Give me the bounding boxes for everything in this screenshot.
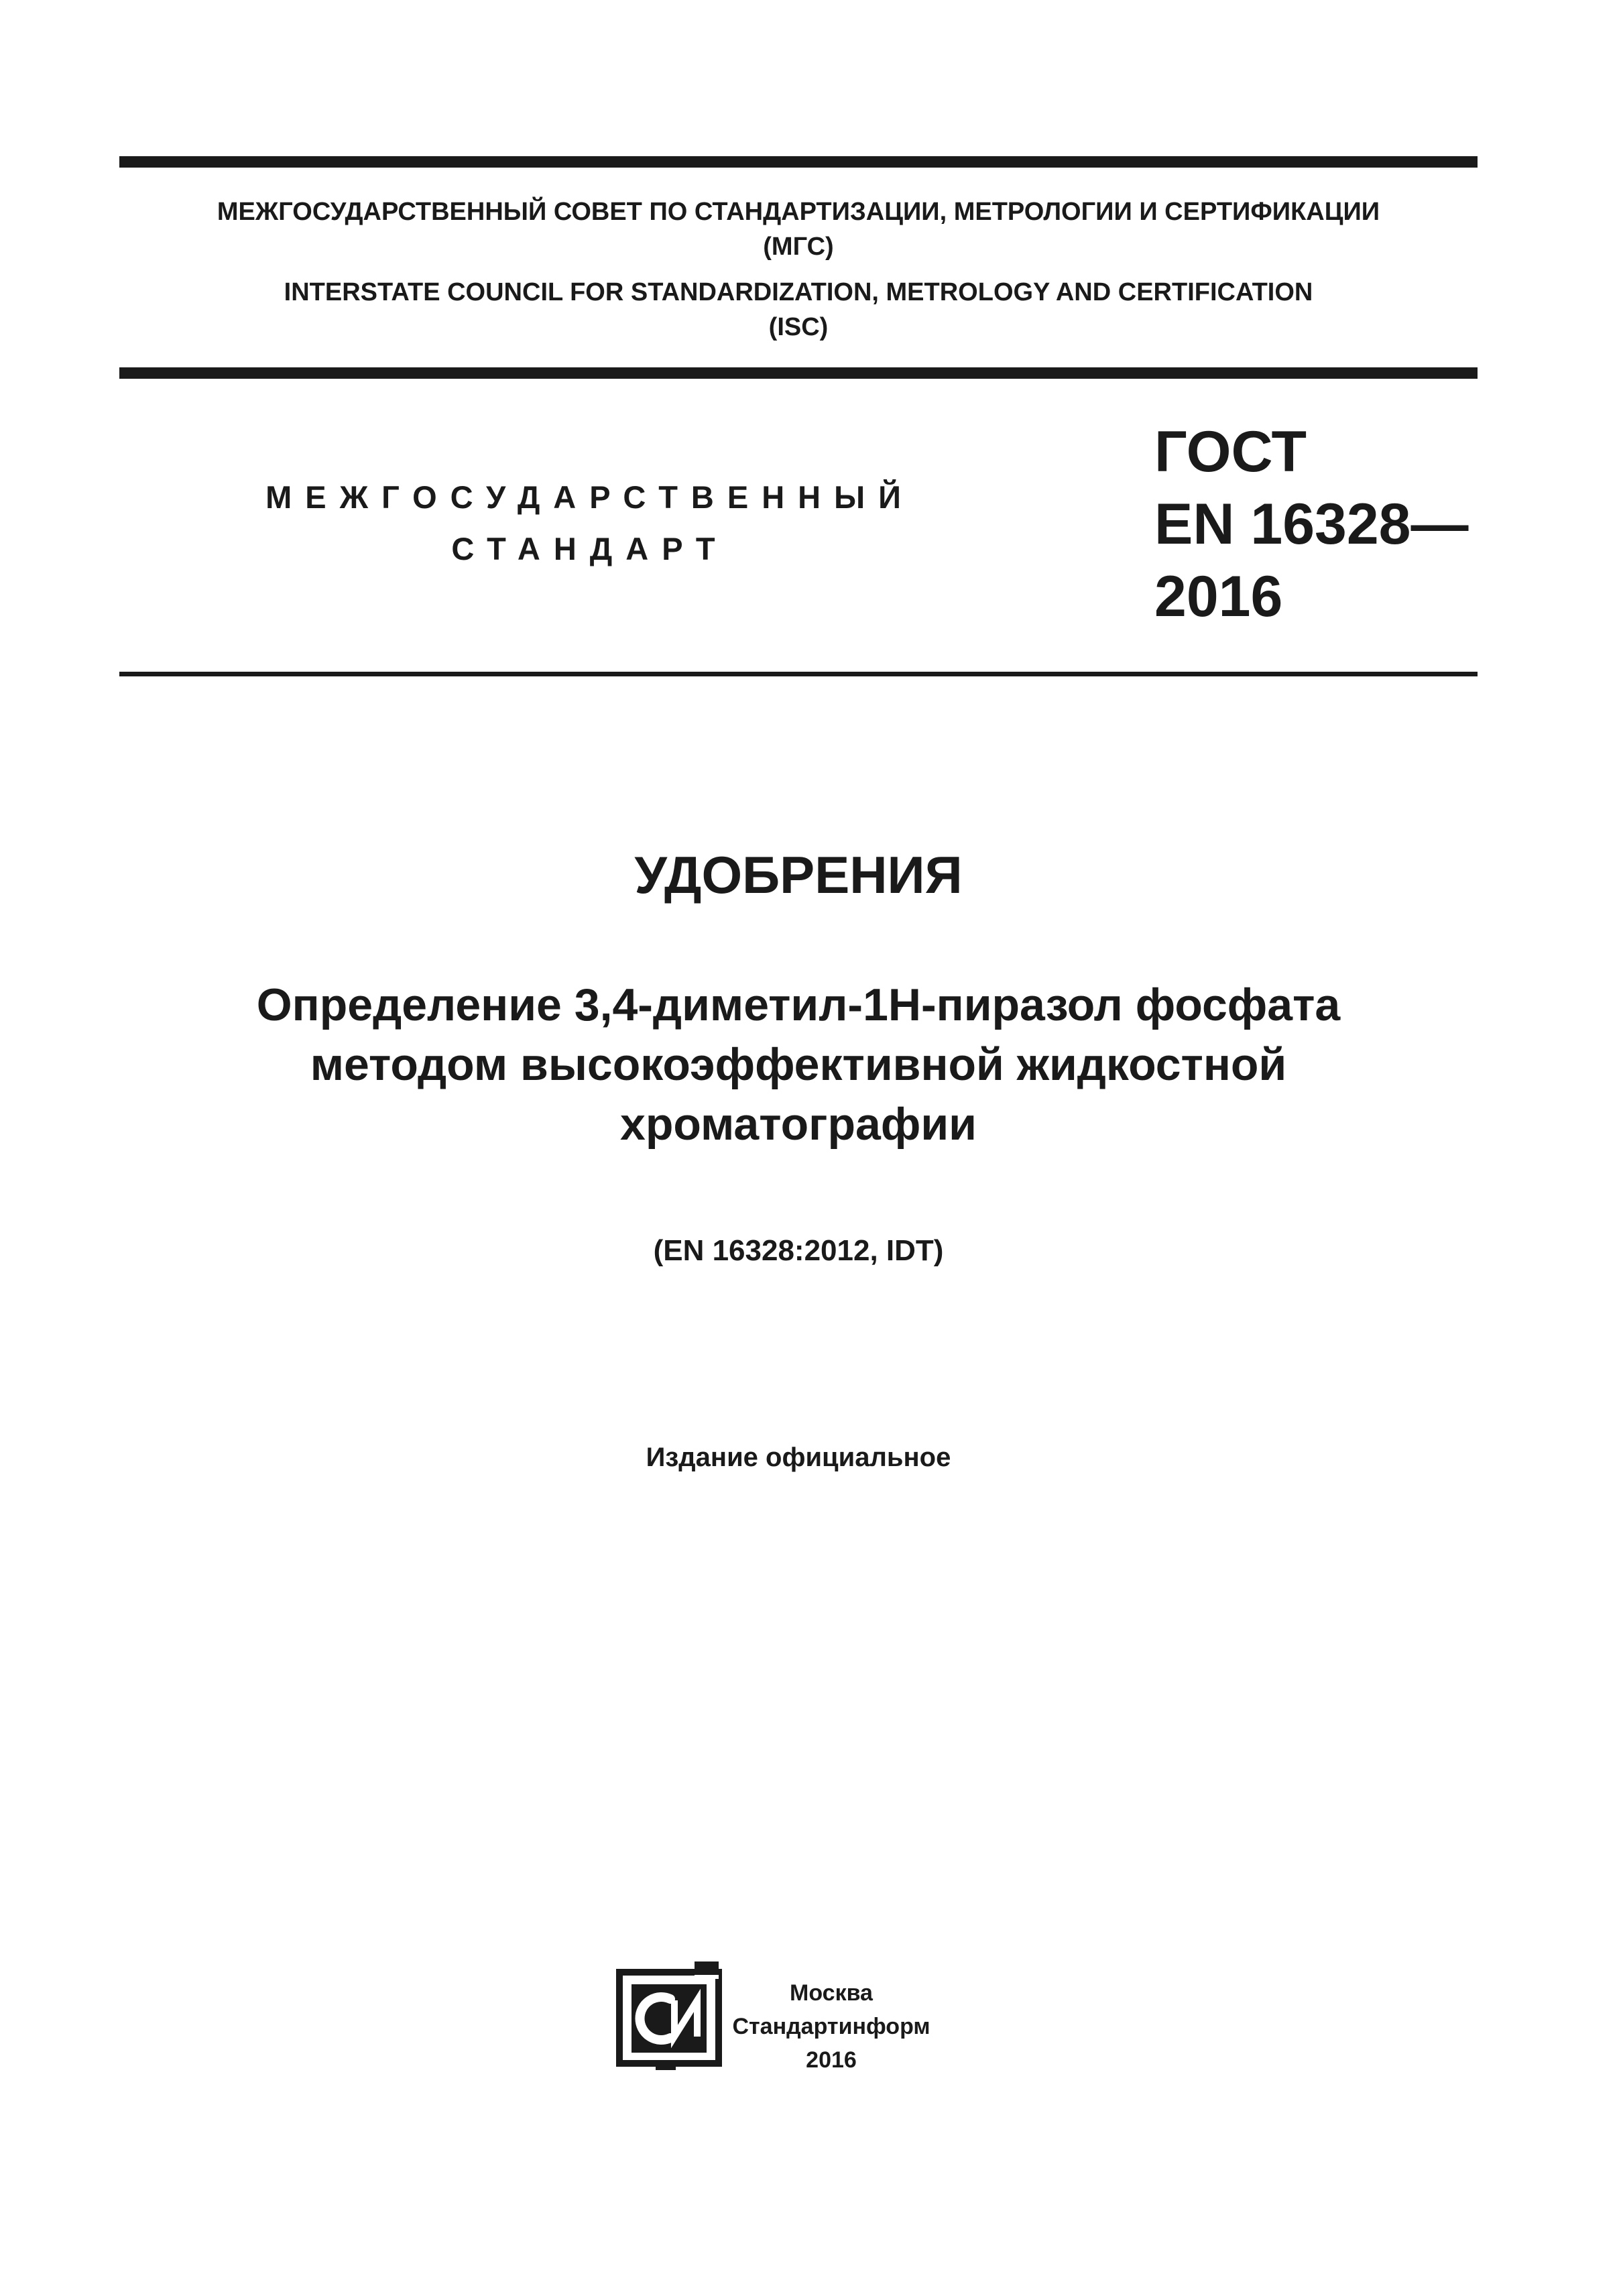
top-rule <box>119 156 1478 168</box>
publisher-city: Москва <box>790 1980 873 2006</box>
bottom-rule <box>119 672 1478 676</box>
subtitle-line2: методом высокоэффективной жидкостной <box>310 1039 1287 1090</box>
document-title: УДОБРЕНИЯ <box>634 845 963 904</box>
gost-number-line3: 2016 <box>1154 564 1283 629</box>
council-name-en <box>119 275 1478 345</box>
gost-number-line2: EN 16328— <box>1154 492 1469 556</box>
document-subtitle <box>119 975 1478 1154</box>
publisher-name: Стандартинформ <box>732 2014 930 2039</box>
publisher-year: 2016 <box>806 2047 857 2073</box>
publisher-block <box>724 1976 939 2077</box>
council-name-ru <box>119 194 1478 264</box>
standartinform-logo-icon <box>615 1959 723 2074</box>
standard-label-line1: МЕЖГОСУДАРСТВЕННЫЙ <box>265 479 914 515</box>
subtitle-line1: Определение 3,4-диметил-1Н-пиразол фосфата <box>256 979 1341 1030</box>
gost-number-line1: ГОСТ <box>1154 420 1307 484</box>
gost-number <box>1154 416 1476 633</box>
edition-note: Издание официальное <box>646 1443 951 1472</box>
middle-rule <box>119 367 1478 379</box>
council-en-line2: (ISC) <box>768 313 829 341</box>
council-en-line1: INTERSTATE COUNCIL FOR STANDARDIZATION, METROLOGY AND CERTIFICATION <box>284 278 1313 306</box>
en-reference: (EN 16328:2012, IDT) <box>653 1234 944 1267</box>
standard-label-line2: СТАНДАРТ <box>451 531 729 566</box>
council-ru-line2: (МГС) <box>763 233 834 261</box>
subtitle-line3: хроматографии <box>620 1099 977 1150</box>
council-ru-line1: МЕЖГОСУДАРСТВЕННЫЙ СОВЕТ ПО СТАНДАРТИЗАЦИИ, МЕТРОЛОГИИ И СЕРТИФИКАЦИИ <box>217 198 1380 226</box>
